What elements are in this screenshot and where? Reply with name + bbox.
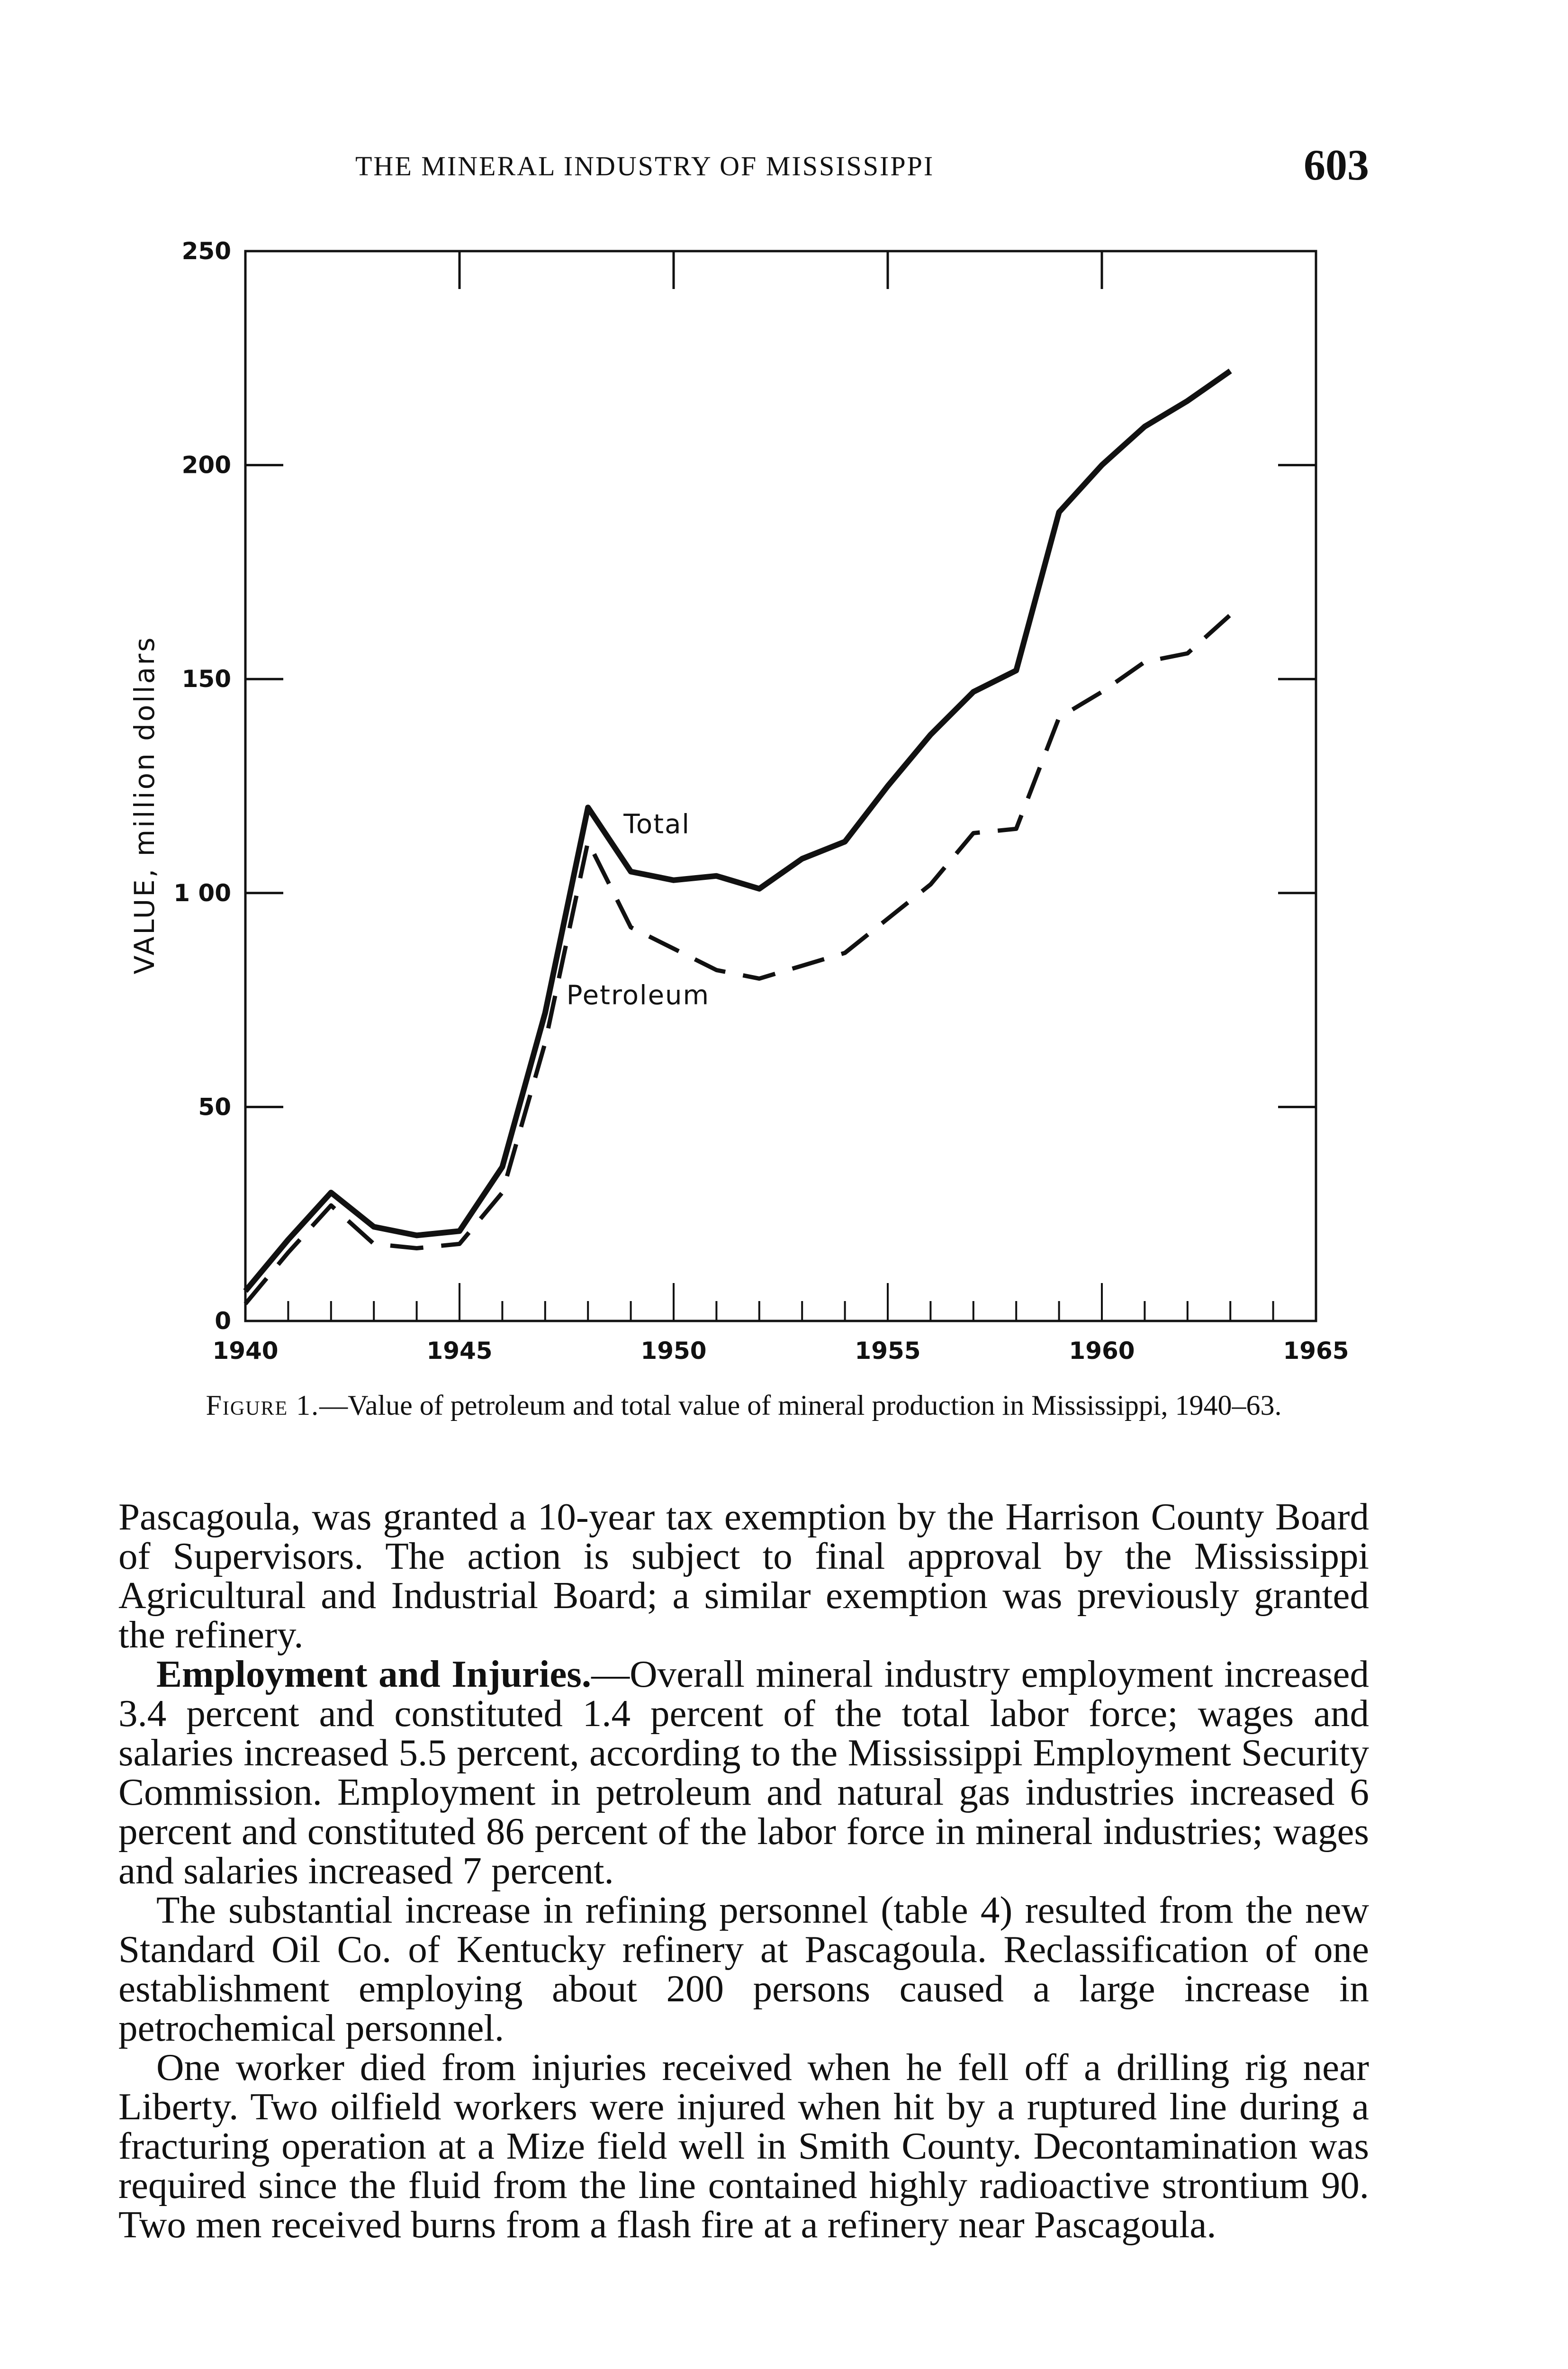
body-text: [118, 1497, 1369, 2244]
section-heading: Employment and Injuries.: [156, 1653, 592, 1695]
paragraph-3: The substantial increase in refining personnel (table 4) resulted from the new Standard Oil Co. of Kentucky refinery at Pascagoula. Reclassification of one establishment employing about 200 persons caused a large increase in petrochemical personnel.: [118, 1889, 1369, 2049]
x-tick-label: 1940: [212, 1337, 279, 1365]
y-tick-label: 200: [181, 451, 231, 479]
series-line-petroleum: [245, 615, 1230, 1304]
figure-caption: [118, 1388, 1369, 1422]
paragraph-4: One worker died from injuries received when he fell off a drilling rig near Liberty. Two oilfield workers were injured when hit by a ruptured line during a fracturing operation at a Mize field well in Smith County. Decontamination was required since the fluid from the line contained highly radioactive strontium 90. Two men received burns from a flash fire at a refinery near Pascagoula.: [118, 2046, 1369, 2246]
x-tick-label: 1955: [855, 1337, 921, 1365]
figure-caption-text: —Value of petroleum and total value of mineral production in Mississippi, 1940–63.: [319, 1390, 1282, 1421]
y-tick-label: 150: [181, 665, 231, 693]
y-tick-label: 0: [215, 1307, 231, 1335]
x-tick-label: 1945: [426, 1337, 493, 1365]
plot-frame: [245, 251, 1316, 1321]
running-title: THE MINERAL INDUSTRY OF MISSISSIPPI: [355, 151, 935, 181]
series-label-petroleum: Petroleum: [566, 980, 710, 1011]
series-label-total: Total: [623, 809, 690, 840]
page-number: 603: [1304, 141, 1369, 189]
x-tick-label: 1960: [1069, 1337, 1135, 1365]
y-axis-title: VALUE, million dollars: [128, 635, 161, 975]
x-tick-label: 1965: [1283, 1337, 1349, 1365]
figure-label: Figure 1.: [206, 1390, 320, 1421]
series-line-total: [245, 371, 1230, 1291]
paragraph-2-text: —Overall mineral industry employment increased 3.4 percent and constituted 1.4 percent of the total labor force; wages and salaries increased 5.5 percent, according to the Mississippi Employment Security Commission. Employment in petroleum and natural gas industries increased 6 percent and constituted 86 percent of the labor force in mineral industries; wages and salaries increased 7 percent.: [118, 1653, 1369, 1892]
paragraph-2: [118, 1655, 1369, 1890]
y-tick-label: 250: [181, 237, 231, 265]
paragraph-1: Pascagoula, was granted a 10-year tax exemption by the Harrison County Board of Supervisors. The action is subject to final approval by the Mississippi Agricultural and Industrial Board; a similar exemption was previously granted the refinery.: [118, 1495, 1369, 1656]
y-tick-label: 50: [198, 1093, 231, 1121]
x-tick-label: 1950: [640, 1337, 707, 1365]
y-tick-label: 1 00: [173, 879, 231, 907]
